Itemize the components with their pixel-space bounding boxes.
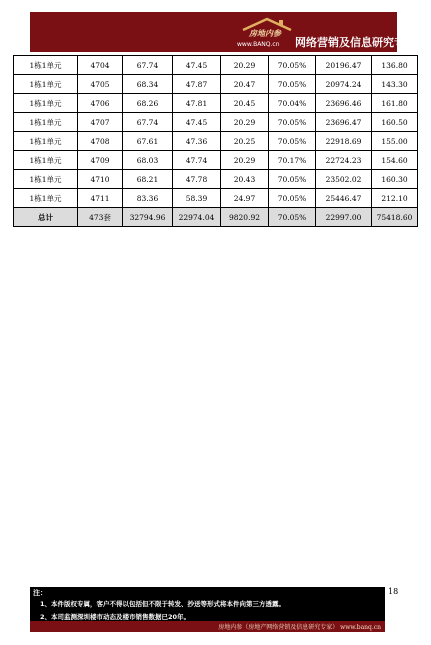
table-cell: 70.17%: [269, 151, 316, 170]
table-cell: 68.26: [123, 94, 173, 113]
table-row: [14, 132, 418, 151]
table-cell: 25446.47: [316, 189, 372, 208]
table-cell: 68.21: [123, 170, 173, 189]
table-cell: 47.78: [173, 170, 221, 189]
table-cell: 160.30: [372, 170, 418, 189]
table-cell: 67.74: [123, 113, 173, 132]
table-row: [14, 94, 418, 113]
table-cell: 70.04%: [269, 94, 316, 113]
table-cell: 20.25: [221, 132, 269, 151]
table-cell: 20.45: [221, 94, 269, 113]
table-row: [14, 56, 418, 75]
table-cell: 212.10: [372, 189, 418, 208]
total-cell: 75418.60: [372, 208, 418, 227]
table-cell: 1栋1单元: [14, 113, 78, 132]
table-cell: 22724.23: [316, 151, 372, 170]
table-cell: 70.05%: [269, 113, 316, 132]
table-cell: 1栋1单元: [14, 56, 78, 75]
table-cell: 4704: [78, 56, 123, 75]
total-cell: 32794.96: [123, 208, 173, 227]
total-cell: 总计: [14, 208, 78, 227]
table-cell: 4707: [78, 113, 123, 132]
table-cell: 47.87: [173, 75, 221, 94]
total-cell: 9820.92: [221, 208, 269, 227]
total-cell: 22974.04: [173, 208, 221, 227]
table-row: [14, 189, 418, 208]
table-cell: 67.61: [123, 132, 173, 151]
logo-text: 房地内参: [249, 28, 281, 38]
table-cell: 23502.02: [316, 170, 372, 189]
table-cell: 67.74: [123, 56, 173, 75]
table-cell: 1栋1单元: [14, 94, 78, 113]
banner-title: 网络营销及信息研究专家: [295, 36, 416, 49]
unit-table: [13, 55, 418, 227]
table-cell: 4710: [78, 170, 123, 189]
table-cell: 1栋1单元: [14, 75, 78, 94]
table-cell: 83.36: [123, 189, 173, 208]
note-monitoring: 2、本司监测深圳楼市动态及楼市销售数据已20年。: [40, 613, 191, 621]
logo-url: www.BANQ.cn: [237, 41, 280, 48]
table-cell: 47.45: [173, 113, 221, 132]
table-cell: 47.81: [173, 94, 221, 113]
table-cell: 154.60: [372, 151, 418, 170]
total-cell: 70.05%: [269, 208, 316, 227]
table-cell: 70.05%: [269, 56, 316, 75]
header-banner: [30, 12, 416, 52]
table-row: [14, 170, 418, 189]
table-row: [14, 75, 418, 94]
page-number: 18: [388, 587, 399, 596]
total-row: [14, 208, 418, 227]
table-cell: 1栋1单元: [14, 189, 78, 208]
table-cell: 4709: [78, 151, 123, 170]
table-cell: 24.97: [221, 189, 269, 208]
table-cell: 20196.47: [316, 56, 372, 75]
table-cell: 23696.46: [316, 94, 372, 113]
table-cell: 20.29: [221, 151, 269, 170]
table-row: [14, 113, 418, 132]
total-cell: 22997.00: [316, 208, 372, 227]
table-row: [14, 151, 418, 170]
table-cell: 20974.24: [316, 75, 372, 94]
table-cell: 1栋1单元: [14, 170, 78, 189]
table-cell: 136.80: [372, 56, 418, 75]
table-cell: 23696.47: [316, 113, 372, 132]
table-cell: 20.29: [221, 113, 269, 132]
table-cell: 20.43: [221, 170, 269, 189]
table-cell: 70.05%: [269, 132, 316, 151]
table-cell: 68.03: [123, 151, 173, 170]
total-cell: 473套: [78, 208, 123, 227]
note-copyright: 1、本件版权专属，客户不得以包括但不限于转发、抄送等形式将本件向第三方透露。: [40, 600, 286, 608]
table-cell: 68.34: [123, 75, 173, 94]
notes-title: 注：: [33, 588, 47, 597]
table-cell: 47.74: [173, 151, 221, 170]
footer-bar: [30, 621, 385, 632]
table-cell: 4711: [78, 189, 123, 208]
table-cell: 1栋1单元: [14, 151, 78, 170]
table-cell: 47.45: [173, 56, 221, 75]
table-cell: 47.36: [173, 132, 221, 151]
table-cell: 20.47: [221, 75, 269, 94]
table-cell: 22918.69: [316, 132, 372, 151]
table-cell: 70.05%: [269, 170, 316, 189]
table-cell: 161.80: [372, 94, 418, 113]
table-cell: 155.00: [372, 132, 418, 151]
footer-notes: [30, 587, 385, 632]
table-cell: 70.05%: [269, 189, 316, 208]
table-cell: 4706: [78, 94, 123, 113]
table-cell: 1栋1单元: [14, 132, 78, 151]
table-cell: 160.50: [372, 113, 418, 132]
table-cell: 4708: [78, 132, 123, 151]
table-cell: 70.05%: [269, 75, 316, 94]
table-cell: 20.29: [221, 56, 269, 75]
table-cell: 143.30: [372, 75, 418, 94]
table-cell: 58.39: [173, 189, 221, 208]
table-cell: 4705: [78, 75, 123, 94]
footer-bar-text: 房地内参（房地产网络营销及信息研究专家） www.banq.cn: [218, 624, 381, 631]
